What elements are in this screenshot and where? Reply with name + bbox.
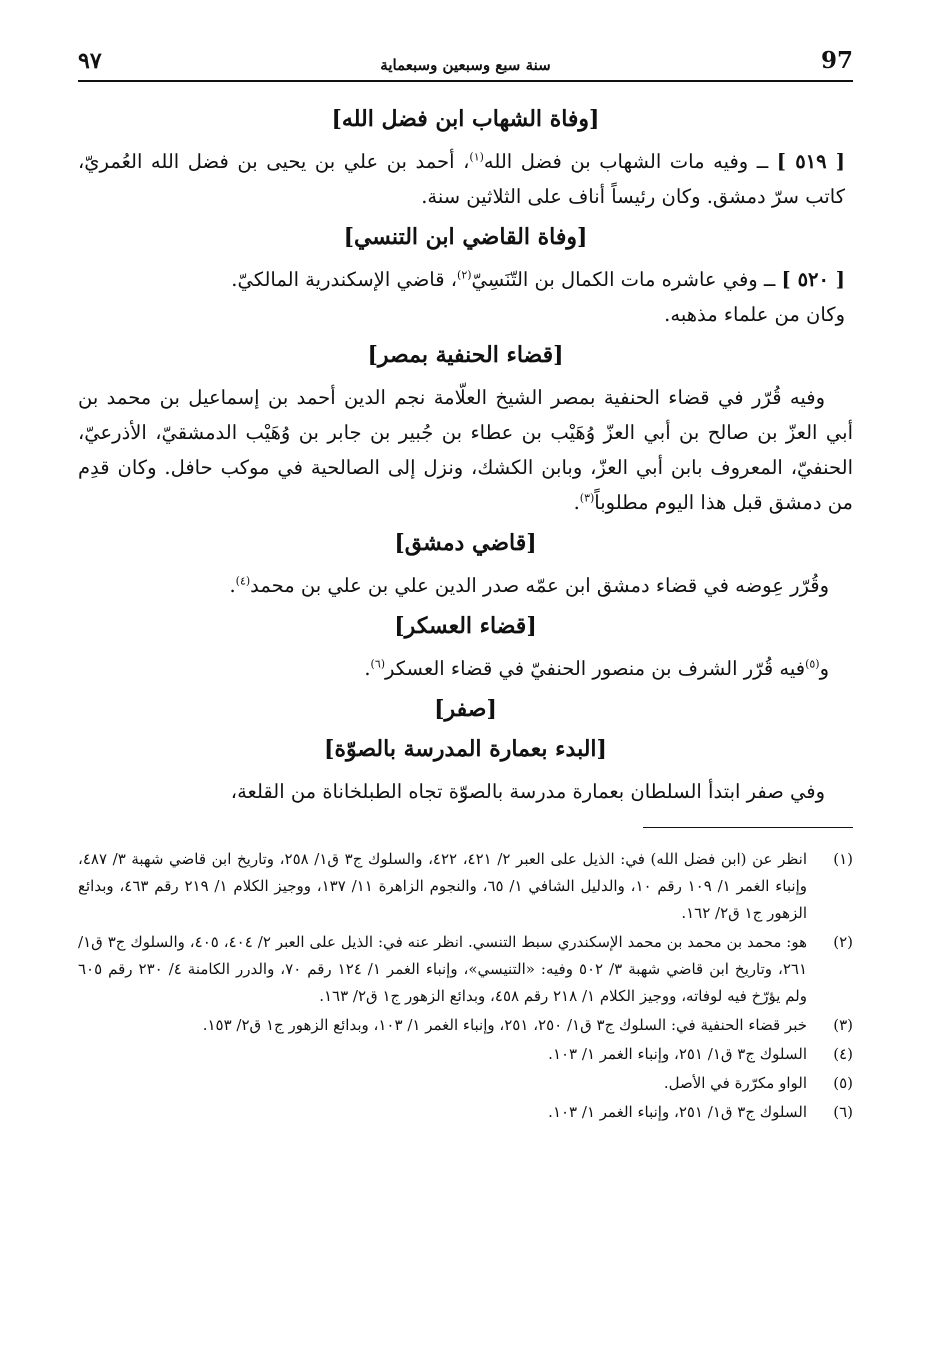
footnote-text: هو: محمد بن محمد بن محمد الإسكندري سبط التنسي. انظر عنه في: الذيل على العبر ٢/ ٤٠٤، ٤٠٥، والسلوك ج٣ ق١/ ٢٦١، وتاريخ ابن قاضي شهبة ٣/ ٥٠٢ وفيه: «التنيسي»، وإنباء الغمر ١/ ١٢٤ رقم ٧٠، والدرر الكامنة ٤/ ٢٣٠ رقم ٦٠٥ ولم يؤرّخ فيه لوفاته، ووجيز الكلام ١/ ٢١٨ رقم ٤٥٨، وبدائع الزهور ج١ ق٢/ ١٦٣. xyxy=(78,933,808,1005)
paragraph-text: وفيه قُرّر في قضاء الحنفية بمصر الشيخ العلّامة نجم الدين أحمد بن إسماعيل بن محمد بن أبي العزّ بن صالح بن أبي العزّ وُهَيْب بن عطاء بن جُبير بن جابر بن وُهَيْب الدمشقيّ، الأذرعيّ، الحنفيّ، المعروف بابن أبي العزّ، وبابن الكشك، ونزل إلى الصالحية في موكب حافل. وكان قدِم من دمشق قبل هذا اليوم مطلوباً xyxy=(78,386,853,514)
paragraph-text: . xyxy=(364,657,371,680)
paragraph-text: وكان من علماء مذهبه. xyxy=(664,303,845,326)
footnote-ref: (٤) xyxy=(235,574,251,588)
section-heading: [البدء بعمارة المدرسة بالصوّة] xyxy=(324,736,607,762)
section-heading: [وفاة الشهاب ابن فضل الله] xyxy=(331,106,600,132)
paragraph-text: ــ وفيه مات الشهاب بن فضل الله xyxy=(483,150,777,173)
section-heading: [قضاء الحنفية بمصر] xyxy=(367,342,564,368)
running-title: سنة سبع وسبعين وسبعماية xyxy=(380,56,551,74)
page-number-latin: 97 xyxy=(820,47,853,74)
footnote-ref: (٦) xyxy=(370,657,386,671)
footnote-text: السلوك ج٣ ق١/ ٢٥١، وإنباء الغمر ١/ ١٠٣. xyxy=(548,1103,807,1121)
page-header xyxy=(78,38,853,82)
footnote-text: الواو مكرّرة في الأصل. xyxy=(663,1074,807,1092)
section-heading: [قضاء العسكر] xyxy=(394,613,537,639)
footnote xyxy=(78,929,853,1010)
entry-paragraph xyxy=(78,651,853,686)
paragraph-text: ــ وفي عاشره مات الكمال بن التّنَسِيّ xyxy=(471,268,782,291)
footnote-mark: (٢) xyxy=(833,933,853,951)
entry-paragraph xyxy=(78,568,853,603)
footnote-text: انظر عن (ابن فضل الله) في: الذيل على العبر ٢/ ٤٢١، ٤٢٢، والسلوك ج٣ ق١/ ٢٥٨، وتاريخ ابن قاضي شهبة ٣/ ٤٨٧، وإنباء الغمر ١/ ١٠٩ رقم ١٠، والدليل الشافي ١/ ٦٥، والنجوم الزاهرة ١١/ ١٣٧، ووجيز الكلام ١/ ٢١٩ رقم ٤٦٣، وبدائع الزهور ج١ ق٢/ ١٦٢. xyxy=(78,850,808,922)
section-heading: [وفاة القاضي ابن التنسي] xyxy=(343,224,588,250)
footnote xyxy=(78,1041,853,1068)
paragraph-text: و xyxy=(819,657,829,680)
entry-paragraph xyxy=(78,380,853,520)
footnote xyxy=(78,846,853,927)
footnote-ref: (٥) xyxy=(805,657,820,671)
footnote-ref: (٣) xyxy=(579,491,595,505)
entry-paragraph xyxy=(78,262,853,332)
entry-number: [ ٥١٩ ] xyxy=(776,150,846,173)
paragraph-text: وقُرّر عِوضه في قضاء دمشق ابن عمّه صدر الدين علي بن علي بن محمد xyxy=(250,574,829,597)
paragraph-text: ، قاضي الإسكندرية المالكيّ. xyxy=(231,268,458,291)
footnote-mark: (٦) xyxy=(833,1103,853,1121)
month-heading: [صفر] xyxy=(434,696,497,722)
paragraph-text: . xyxy=(229,574,236,597)
paragraph-text: وفي صفر ابتدأ السلطان بعمارة مدرسة بالصوّة تجاه الطبلخاناة من القلعة، xyxy=(230,780,825,803)
footnote-mark: (٣) xyxy=(833,1016,853,1034)
footnote-ref: (٢) xyxy=(457,268,472,282)
footnote-mark: (٤) xyxy=(833,1045,853,1063)
footnote-mark: (١) xyxy=(833,850,853,868)
section-heading: [قاضي دمشق] xyxy=(394,530,537,556)
footnote-ref: (١) xyxy=(469,150,484,164)
paragraph-text: فيه قُرّر الشرف بن منصور الحنفيّ في قضاء العسكر xyxy=(385,657,806,680)
entry-paragraph xyxy=(78,774,853,809)
footnote-text: خبر قضاء الحنفية في: السلوك ج٣ ق١/ ٢٥٠، ٢٥١، وإنباء الغمر ١/ ١٠٣، وبدائع الزهور ج١ ق٢/ ١٥٣. xyxy=(202,1016,807,1034)
main-text xyxy=(78,104,853,809)
paragraph-text: . xyxy=(573,491,580,514)
page-number-arabic: ٩٧ xyxy=(78,48,102,74)
footnote xyxy=(78,1099,853,1126)
entry-number: [ ٥٢٠ ] xyxy=(781,268,845,291)
paragraph-text: ، أحمد بن علي بن يحيى بن فضل الله العُمريّ، كاتب سرّ دمشق. وكان رئيساً أناف على الثلاثين سنة. xyxy=(78,150,845,208)
footnote-separator xyxy=(643,827,853,828)
footnote xyxy=(78,1012,853,1039)
footnote-text: السلوك ج٣ ق١/ ٢٥١، وإنباء الغمر ١/ ١٠٣. xyxy=(548,1045,807,1063)
footnotes xyxy=(78,846,853,1126)
footnote-mark: (٥) xyxy=(833,1074,853,1092)
footnote xyxy=(78,1070,853,1097)
book-page xyxy=(78,38,853,1128)
entry-paragraph xyxy=(78,144,853,214)
